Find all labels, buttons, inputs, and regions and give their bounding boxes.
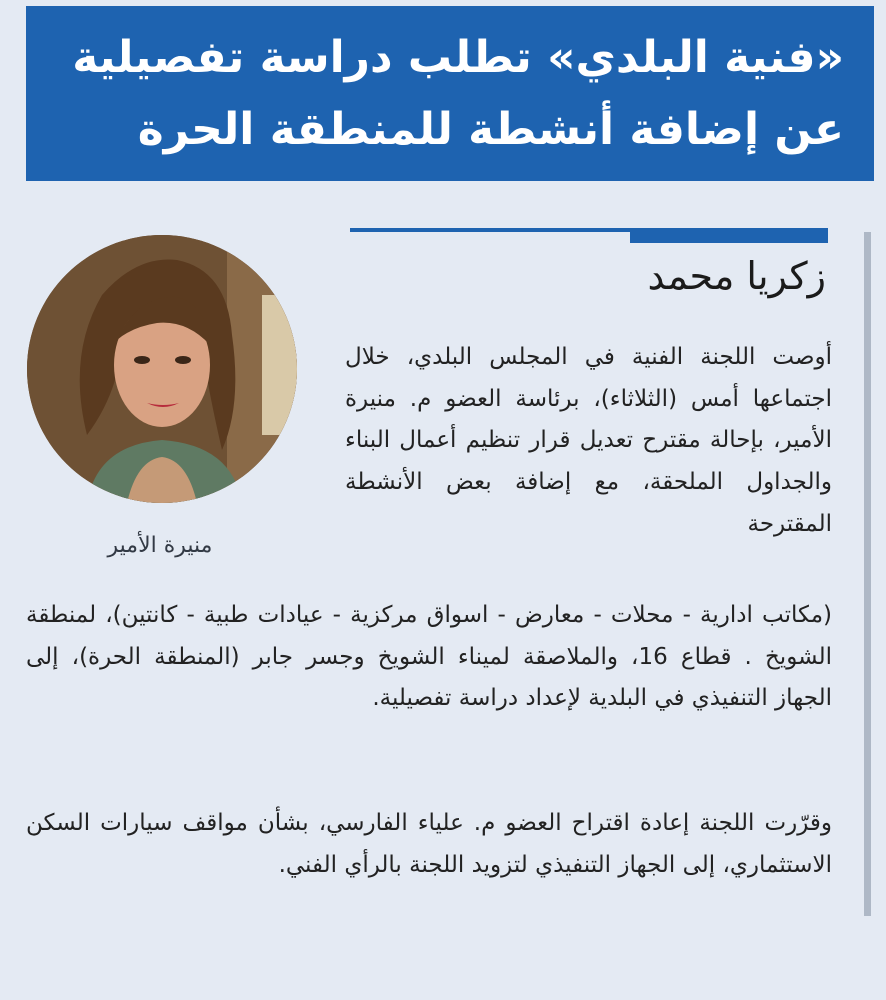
article-paragraph-1-continued: (مكاتب ادارية - محلات - معارض - اسواق مركزية - عيادات طبية - كانتين)، لمنطقة الشويخ . قطاع 16، والملاصقة لميناء الشويخ وجسر جابر (المنطقة الحرة)، إلى الجهاز التنفيذي في البلدية لإعداد دراسة تفصيلية. [26,602,832,712]
divider-accent [630,228,828,243]
headline-line-1: «فنية البلدي» تطلب دراسة تفصيلية [72,31,844,83]
column-side-bar [864,232,871,916]
portrait-photo [27,235,297,503]
portrait-illustration [27,235,297,503]
author-byline: زكريا محمد [647,254,826,298]
article-paragraph-2: وقرّرت اللجنة إعادة اقتراح العضو م. علياء الفارسي، بشأن مواقف سيارات السكن الاستثماري، إلى الجهاز التنفيذي لتزويد اللجنة بالرأي الفني. [26,810,832,878]
headline-banner [26,6,874,181]
photo-caption: منيرة الأمير [107,533,213,558]
headline-line-2: عن إضافة أنشطة للمنطقة الحرة [137,103,844,155]
article-paragraph-1: أوصت اللجنة الفنية في المجلس البلدي، خلال اجتماعها أمس (الثلاثاء)، برئاسة العضو م. منيرة الأمير، بإحالة مقترح تعديل قرار تنظيم أعمال البناء والجداول الملحقة، مع إضافة بعض الأنشطة المقترحة [345,344,832,537]
